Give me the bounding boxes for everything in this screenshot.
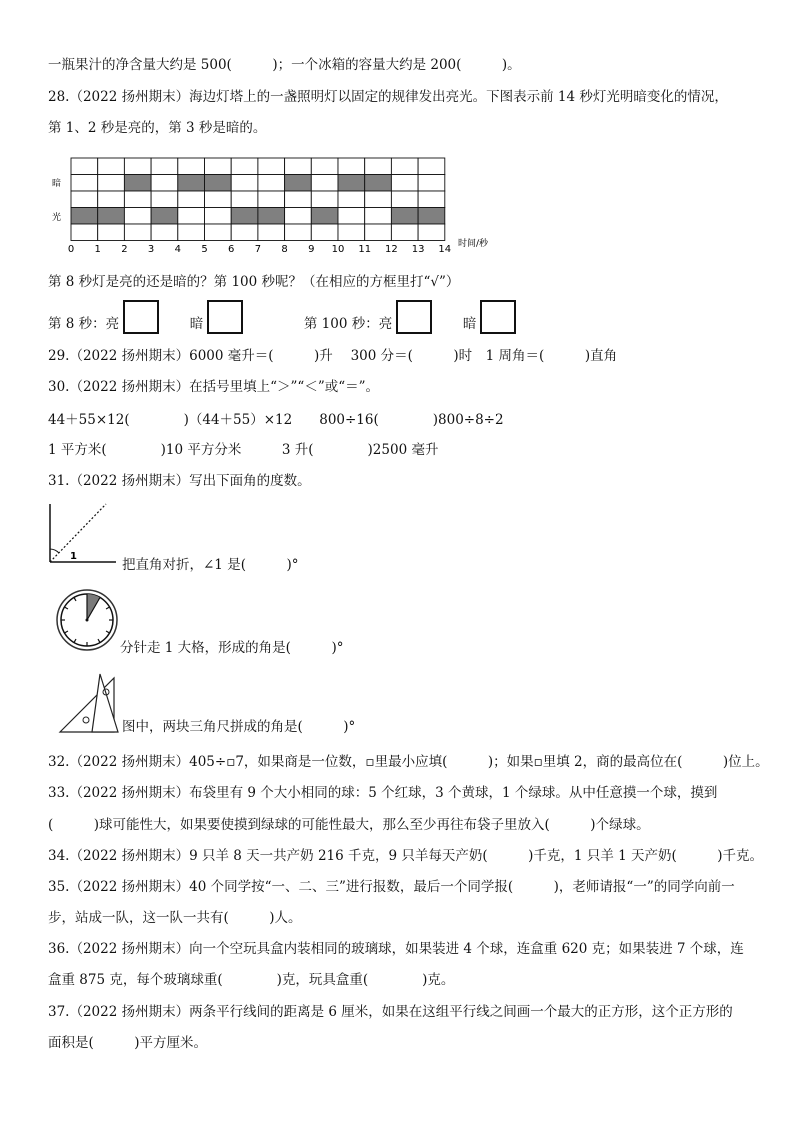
question-30: 30.（2022 扬州期末）在括号里填上“＞”“＜”或“＝”。 [48, 379, 380, 395]
second-8-dark-checkbox[interactable] [207, 300, 243, 334]
grid-cell [124, 158, 151, 175]
grid-cell [285, 224, 312, 241]
time-tick-label: 5 [201, 244, 208, 255]
time-tick-label: 0 [67, 244, 75, 255]
question-33-line-1: 33.（2022 扬州期末）布袋里有 9 个大小相同的球：5 个红球，3 个黄球，1 个绿球。从中任意摸一个球，摸到 [48, 785, 718, 801]
time-tick-label: 7 [254, 244, 262, 255]
grid-cell [285, 158, 312, 175]
grid-cell [205, 208, 232, 225]
second-8-label: 第 8 秒：亮 [48, 316, 120, 332]
grid-cell [151, 208, 178, 225]
grid-cell [231, 158, 258, 175]
grid-cell [365, 158, 392, 175]
angle-clock-question: 分针走 1 大格，形成的角是( )° [120, 640, 344, 656]
time-tick-label: 13 [411, 244, 425, 255]
grid-cell [338, 224, 365, 241]
grid-cell [98, 224, 125, 241]
time-tick-label: 9 [308, 244, 315, 255]
second-8-light-checkbox[interactable] [123, 300, 159, 334]
second-100-label: 第 100 秒：亮 [303, 316, 393, 332]
second-100-dark-label: 暗 [462, 316, 477, 332]
grid-cell [71, 208, 98, 225]
question-29: 29.（2022 扬州期末）6000 毫升＝( )升 300 分＝( )时 1 周角＝( )直角 [48, 348, 618, 364]
question-35-line-2: 步，站成一队，这一队一共有( )人。 [48, 910, 302, 926]
grid-cell [391, 208, 418, 225]
grid-cell [231, 208, 258, 225]
grid-cell [391, 158, 418, 175]
time-tick-label: 1 [94, 244, 101, 255]
grid-cell [418, 191, 445, 208]
grid-cell [338, 158, 365, 175]
grid-cell [98, 208, 125, 225]
time-tick-label: 10 [331, 244, 345, 255]
grid-cell [124, 191, 151, 208]
time-tick-label: 11 [358, 244, 372, 255]
question-36-line-1: 36.（2022 扬州期末）向一个空玩具盒内装相同的玻璃球，如果装进 4 个球，连盒重 620 克；如果装进 7 个球，连 [48, 941, 744, 957]
angle-1-mark: 1 [70, 551, 77, 562]
grid-cell [418, 158, 445, 175]
grid-cell [151, 224, 178, 241]
question-35-line-1: 35.（2022 扬州期末）40 个同学按“一、二、三”进行报数，最后一个同学报( )，老师请报“一”的同学向前一 [48, 879, 735, 895]
fill-in-units-line: 一瓶果汁的净含量大约是 500( )；一个冰箱的容量大约是 200( )。 [48, 57, 521, 73]
grid-cell [418, 175, 445, 192]
grid-cell [391, 191, 418, 208]
second-100-dark-checkbox[interactable] [480, 300, 516, 334]
grid-cell [98, 158, 125, 175]
grid-cell [391, 175, 418, 192]
grid-cell [258, 158, 285, 175]
grid-cell [205, 158, 232, 175]
grid-cell [231, 175, 258, 192]
time-tick-label: 6 [228, 244, 235, 255]
grid-cell [258, 191, 285, 208]
time-tick-label: 3 [147, 244, 155, 255]
grid-cell [124, 175, 151, 192]
time-tick-label: 12 [385, 244, 398, 255]
triangle-rulers-figure [56, 670, 126, 736]
question-36-line-2: 盒重 875 克，每个玻璃球重( )克，玩具盒重( )克。 [48, 972, 455, 988]
grid-cell [418, 208, 445, 225]
grid-cell [205, 175, 232, 192]
grid-cell [71, 175, 98, 192]
grid-cell [365, 191, 392, 208]
grid-cell [205, 224, 232, 241]
clock-icon [55, 588, 119, 652]
grid-cell [231, 191, 258, 208]
grid-cell [365, 175, 392, 192]
question-34: 34.（2022 扬州期末）9 只羊 8 天一共产奶 216 千克，9 只羊每天产奶( )千克，1 只羊 1 天产奶( )千克。 [48, 848, 764, 864]
grid-cell [151, 175, 178, 192]
grid-cell [258, 224, 285, 241]
answer-boxes-row [48, 300, 522, 336]
question-31: 31.（2022 扬州期末）写出下面角的度数。 [48, 473, 311, 489]
grid-cell [205, 191, 232, 208]
time-tick-label: 4 [174, 244, 181, 255]
grid-cell [151, 191, 178, 208]
grid-cell [98, 175, 125, 192]
grid-cell [178, 208, 205, 225]
grid-cell [338, 208, 365, 225]
grid-cell [258, 208, 285, 225]
time-tick-label: 14 [438, 244, 452, 255]
grid-cell [285, 191, 312, 208]
question-37-line-1: 37.（2022 扬州期末）两条平行线间的距离是 6 厘米，如果在这组平行线之间画一个最大的正方形，这个正方形的 [48, 1004, 733, 1020]
question-30-row-1: 44＋55×12( )（44＋55）×12 800÷16( )800÷8÷2 [48, 412, 504, 428]
time-axis-label: 时间/秒 [458, 239, 489, 249]
grid-cell [338, 191, 365, 208]
grid-cell [311, 191, 338, 208]
grid-cell [311, 175, 338, 192]
grid-cell [71, 158, 98, 175]
grid-cell [151, 158, 178, 175]
second-100-light-checkbox[interactable] [396, 300, 432, 334]
question-28-prompt: 第 8 秒灯是亮的还是暗的？第 100 秒呢？（在相应的方框里打“√”） [48, 274, 460, 290]
question-28-line-1: 28.（2022 扬州期末）海边灯塔上的一盏照明灯以固定的规律发出亮光。下图表示前 14 秒灯光明暗变化的情况， [48, 89, 728, 105]
time-tick-label: 2 [121, 244, 128, 255]
grid-cell [178, 224, 205, 241]
grid-cell [311, 208, 338, 225]
grid-cell [178, 175, 205, 192]
grid-cell [365, 224, 392, 241]
question-37-line-2: 面积是( )平方厘米。 [48, 1035, 208, 1051]
grid-cell [124, 224, 151, 241]
grid-cell [311, 158, 338, 175]
grid-cell [124, 208, 151, 225]
angle-fold-question: 把直角对折，∠1 是( )° [122, 557, 299, 573]
grid-cell [178, 191, 205, 208]
grid-cell [98, 191, 125, 208]
second-8-dark-label: 暗 [189, 316, 204, 332]
light-dark-grid-figure [44, 152, 504, 256]
grid-cell [311, 224, 338, 241]
grid-cell [285, 208, 312, 225]
question-33-line-2: ( )球可能性大，如果要使摸到绿球的可能性最大，那么至少再往布袋子里放入( )个绿球。 [48, 817, 650, 833]
grid-cell [285, 175, 312, 192]
question-28-line-2: 第 1、2 秒是亮的，第 3 秒是暗的。 [48, 120, 267, 136]
grid-cell [418, 224, 445, 241]
grid-cell [71, 191, 98, 208]
time-tick-label: 8 [281, 244, 288, 255]
light-row-label: 光 [52, 213, 62, 223]
grid-cell [338, 175, 365, 192]
folded-right-angle-figure [44, 500, 124, 570]
grid-cell [71, 224, 98, 241]
question-32: 32.（2022 扬州期末）405÷▫7，如果商是一位数，▫里最小应填( )；如果▫里填 2，商的最高位在( )位上。 [48, 754, 769, 770]
grid-cell [365, 208, 392, 225]
dark-row-label: 暗 [52, 179, 62, 189]
grid-cell [178, 158, 205, 175]
grid-cell [258, 175, 285, 192]
grid-cell [231, 224, 258, 241]
question-30-row-2: 1 平方米( )10 平方分米 3 升( )2500 毫升 [48, 442, 439, 458]
grid-cell [391, 224, 418, 241]
angle-triangle-question: 图中，两块三角尺拼成的角是( )° [122, 719, 356, 735]
